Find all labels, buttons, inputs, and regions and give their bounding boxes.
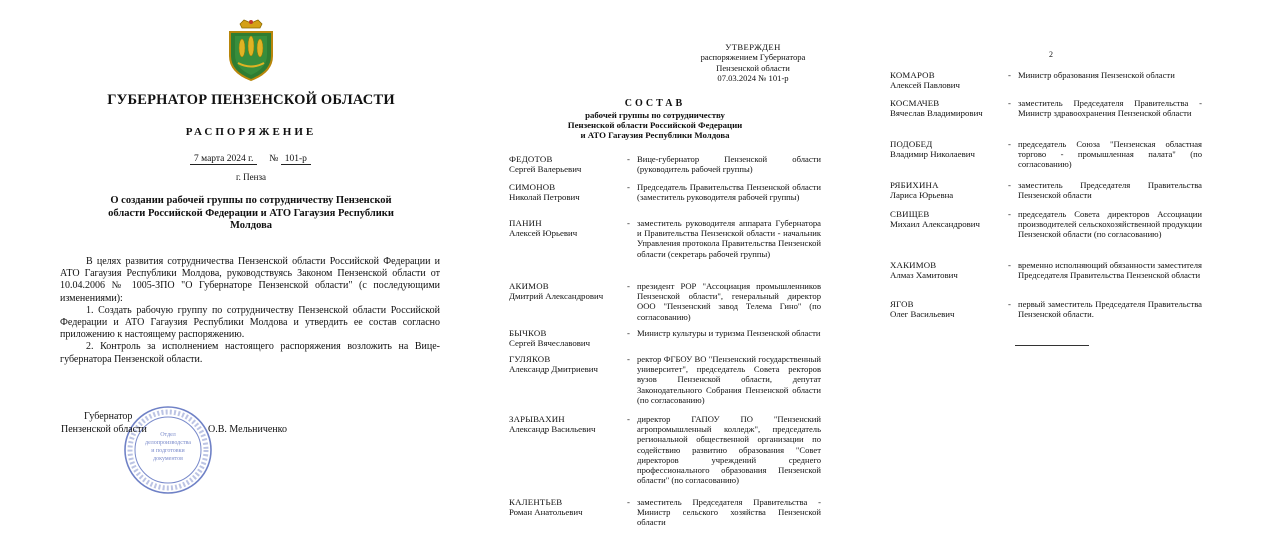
member-name	[509, 497, 627, 517]
member-role: Председатель Правительства Пензенской области (заместитель руководителя рабочей группы)	[637, 182, 821, 203]
order-date: 7 марта 2024 г.	[190, 154, 257, 165]
subtitle-line: и АТО Гагаузия Республики Молдова	[580, 130, 730, 140]
member-dash: -	[627, 182, 630, 192]
member-surname: ЗАРЫВАХИН	[509, 414, 565, 424]
member-surname: КАЛЕНТЬЕВ	[509, 497, 563, 507]
member-given-name: Николай Петрович	[509, 192, 580, 203]
signature-region: Пензенской области	[61, 424, 147, 435]
svg-text:документов: документов	[153, 456, 183, 462]
member-surname: СИМОНОВ	[509, 182, 556, 192]
member-dash: -	[1008, 209, 1011, 219]
member-name	[509, 328, 627, 348]
composition-title: СОСТАВ	[624, 98, 686, 109]
approved-line: 07.03.2024 № 101-р	[717, 73, 789, 84]
member-name	[890, 98, 1008, 118]
member-name	[890, 70, 1008, 90]
member-name	[509, 182, 627, 202]
member-role: заместитель руководителя аппарата Губернатора и Правительства Пензенской области - начальник Управления протокола Правительства Пензенской области (секретарь рабочей группы)	[637, 218, 821, 259]
member-role: председатель Совета директоров Ассоциации производителей сельскохозяйственной продукции Пензенской области (по согласованию)	[1018, 209, 1202, 240]
member-dash: -	[627, 497, 630, 507]
member-role: временно исполняющий обязанности заместителя Председателя Правительства Пензенской области	[1018, 260, 1202, 281]
member-name	[890, 209, 1008, 229]
member-dash: -	[1008, 260, 1011, 270]
paragraph: 2. Контроль за исполнением настоящего распоряжения возложить на Вице-губернатора Пензенской области.	[60, 341, 440, 365]
date-number-line	[190, 154, 311, 165]
order-subject: О создании рабочей группы по сотрудничеству Пензенской области Российской Федерации и АТО Гагаузия Республики Молдова	[108, 195, 394, 231]
subtitle-line: Пензенской области Российской Федерации	[567, 120, 743, 130]
member-surname: РЯБИХИНА	[890, 180, 939, 190]
svg-text:делопроизводства: делопроизводства	[145, 440, 191, 446]
member-name	[509, 281, 627, 301]
member-surname: ФЕДОТОВ	[509, 154, 553, 164]
member-dash: -	[1008, 139, 1011, 149]
approved-line: Пензенской области	[716, 62, 790, 73]
member-role: Министр образования Пензенской области	[1018, 70, 1175, 80]
member-name	[509, 354, 627, 374]
member-surname: ПОДОБЕД	[890, 139, 933, 149]
member-surname: ЯГОВ	[890, 299, 914, 309]
governor-title: ГУБЕРНАТОР ПЕНЗЕНСКОЙ ОБЛАСТИ	[107, 92, 395, 108]
member-dash: -	[627, 328, 630, 338]
member-dash: -	[627, 414, 630, 424]
member-role: заместитель Председателя Правительства - Министр здравоохранения Пензенской области	[1018, 98, 1202, 119]
approval-block	[663, 42, 843, 84]
member-given-name: Александр Дмитриевич	[509, 364, 598, 375]
member-given-name: Александр Васильевич	[509, 424, 596, 435]
member-surname: ГУЛЯКОВ	[509, 354, 551, 364]
member-dash: -	[1008, 98, 1011, 108]
member-role: заместитель Председателя Правительства - Министр сельского хозяйства Пензенской области	[637, 497, 821, 528]
member-name	[509, 154, 627, 174]
member-dash: -	[627, 281, 630, 291]
member-dash: -	[627, 354, 630, 364]
order-body	[60, 256, 440, 366]
member-name	[509, 218, 627, 238]
member-role: председатель Союза "Пензенская областная торгово - промышленная палата" (по согласованию)	[1018, 139, 1202, 170]
member-dash: -	[1008, 70, 1011, 80]
svg-text:Отдел: Отдел	[160, 432, 176, 438]
member-given-name: Лариса Юрьевна	[890, 190, 954, 201]
signature-title: Губернатор	[84, 411, 133, 422]
order-number: 101-р	[281, 154, 311, 165]
page-number: 2	[1049, 50, 1053, 59]
member-name	[890, 139, 1008, 159]
member-dash: -	[1008, 299, 1011, 309]
member-dash: -	[1008, 180, 1011, 190]
member-given-name: Роман Анатольевич	[509, 507, 583, 518]
official-seal-stamp	[122, 404, 214, 496]
member-dash: -	[627, 218, 630, 228]
city: г. Пенза	[235, 172, 267, 182]
member-role: заместитель Председателя Правительства Пензенской области	[1018, 180, 1202, 201]
end-line	[1015, 345, 1089, 346]
member-role: Вице-губернатор Пензенской области (руководитель рабочей группы)	[637, 154, 821, 175]
approved-line: распоряжением Губернатора	[700, 52, 806, 63]
member-given-name: Владимир Николаевич	[890, 149, 975, 160]
member-role: Министр культуры и туризма Пензенской области	[637, 328, 821, 338]
member-surname: КОСМАЧЕВ	[890, 98, 940, 108]
member-given-name: Сергей Валерьевич	[509, 164, 582, 175]
member-surname: БЫЧКОВ	[509, 328, 547, 338]
signature-name: О.В. Мельниченко	[208, 424, 288, 435]
member-given-name: Вячеслав Владимирович	[890, 108, 983, 119]
svg-text:и подготовки: и подготовки	[151, 448, 185, 454]
member-given-name: Сергей Вячеславович	[509, 338, 591, 349]
member-given-name: Дмитрий Александрович	[509, 291, 604, 302]
member-given-name: Алексей Юрьевич	[509, 228, 578, 239]
paragraph: 1. Создать рабочую группу по сотрудничеству Пензенской области Российской Федерации и АТО Гагаузия Республики Молдова и утвердить ее состав согласно приложению к настоящему распоряжению.	[60, 304, 440, 341]
member-role: первый заместитель Председателя Правительства Пензенской области.	[1018, 299, 1202, 320]
member-given-name: Михаил Александрович	[890, 219, 980, 230]
member-name	[890, 299, 1008, 319]
member-role: ректор ФГБОУ ВО "Пензенский государственный университет", председатель Совета ректоров вузов Пензенской области, депутат Законодательного Собрания Пензенской области (по согласованию)	[637, 354, 821, 405]
approved-head: УТВЕРЖДЕН	[725, 42, 781, 52]
member-surname: СВИЩЕВ	[890, 209, 930, 219]
member-role: директор ГАПОУ ПО "Пензенский агропромышленный колледж", председатель региональной общественной организации по содействию развитию образования "Совет директоров учреждений среднего профессионального образования Пензенской области" (по согласованию)	[637, 414, 821, 486]
coat-of-arms-icon	[226, 18, 276, 82]
member-given-name: Алексей Павлович	[890, 80, 960, 91]
member-given-name: Алмаз Хамитович	[890, 270, 958, 281]
member-given-name: Олег Васильевич	[890, 309, 955, 320]
member-name	[890, 180, 1008, 200]
member-role: президент РОР "Ассоциация промышленников Пензенской области", генеральный директор ООО "Пензенский завод Телема Гино" (по согласованию)	[637, 281, 821, 322]
member-surname: ПАНИН	[509, 218, 542, 228]
member-surname: ХАКИМОВ	[890, 260, 937, 270]
composition-subtitle	[455, 110, 855, 140]
member-name	[509, 414, 627, 434]
member-surname: КОМАРОВ	[890, 70, 935, 80]
subtitle-line: рабочей группы по сотрудничеству	[585, 110, 725, 120]
member-name	[890, 260, 1008, 280]
member-surname: АКИМОВ	[509, 281, 549, 291]
number-label: №	[269, 154, 279, 164]
document-type: РАСПОРЯЖЕНИЕ	[185, 126, 317, 138]
member-dash: -	[627, 154, 630, 164]
paragraph: В целях развития сотрудничества Пензенской области Российской Федерации и АТО Гагаузия Республики Молдова, руководствуясь Законом Пензенской области от 10.04.2006 № 1005-ЗПО "О Губернаторе Пензенской области" (с последующими изменениями):	[60, 256, 440, 304]
